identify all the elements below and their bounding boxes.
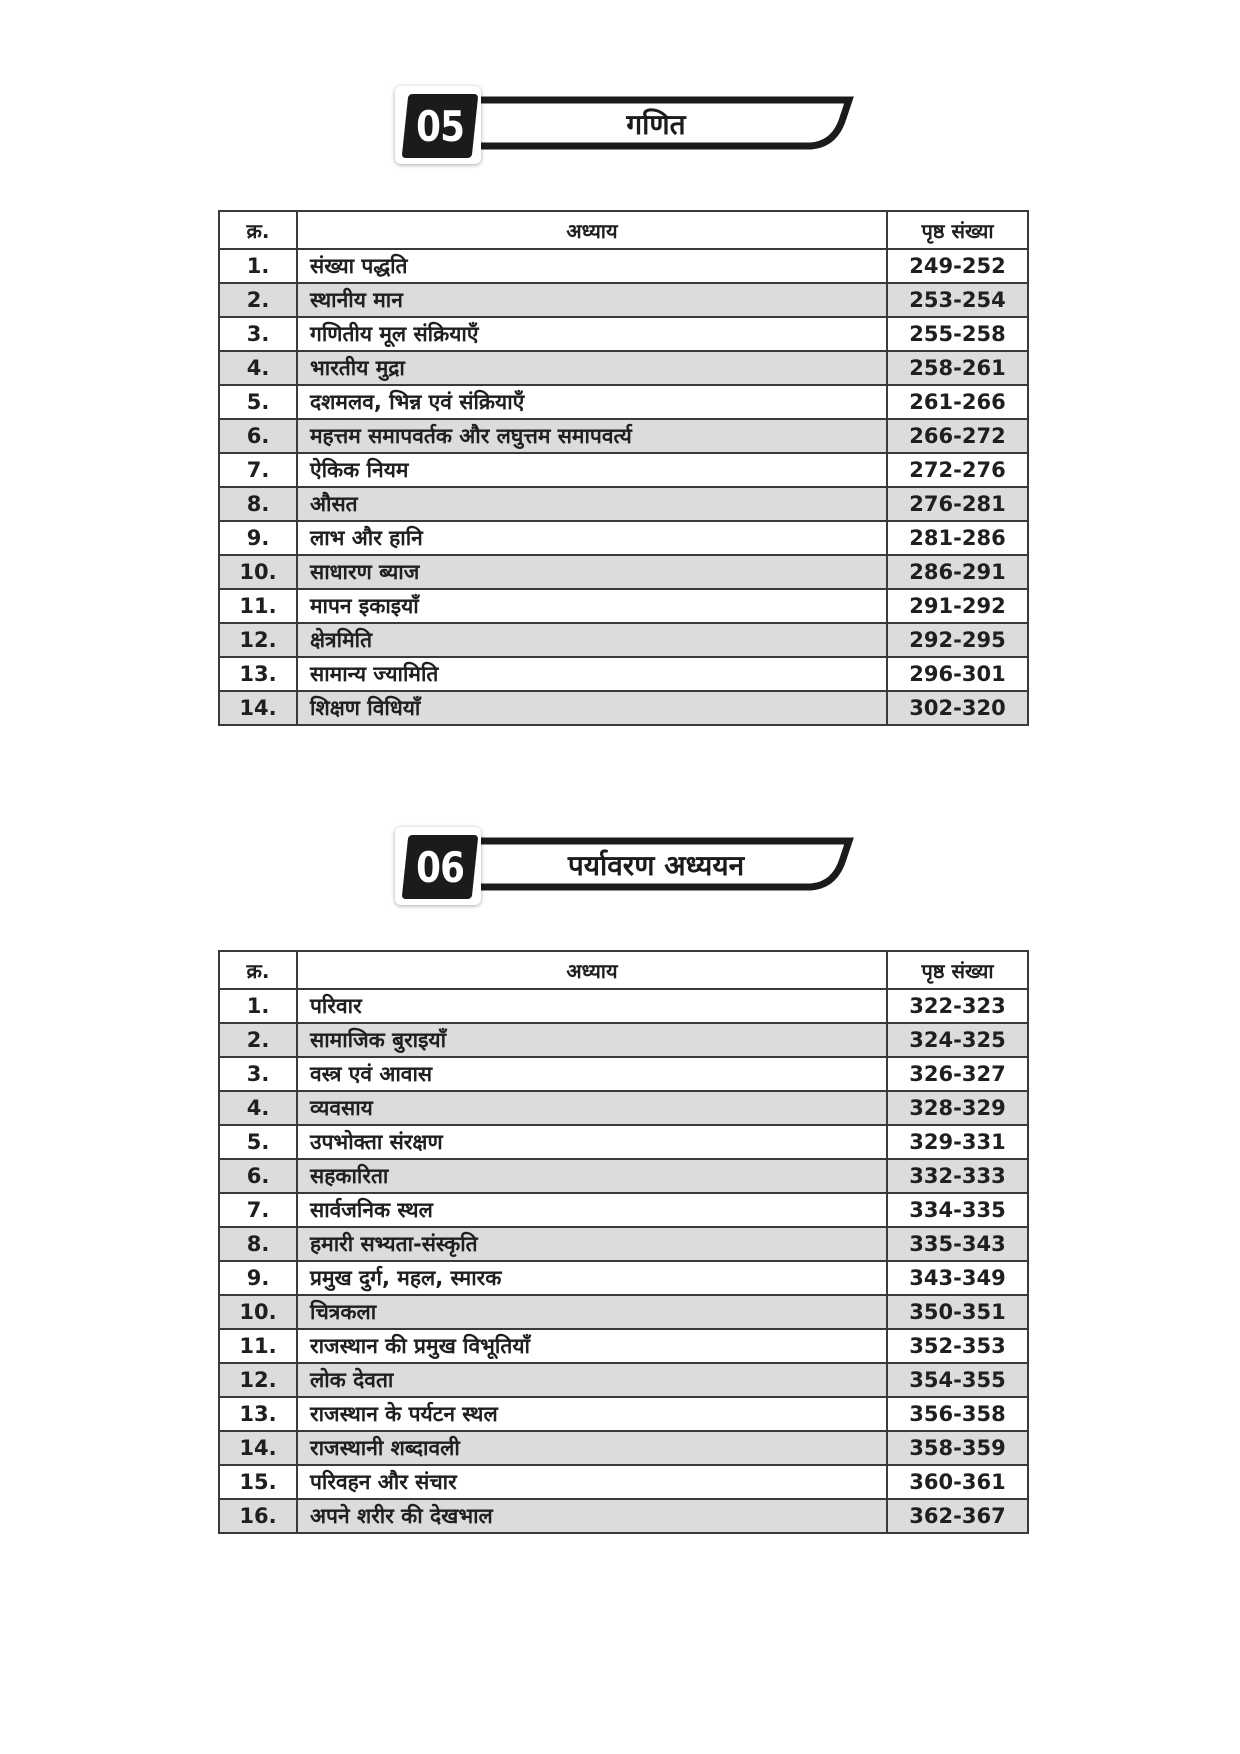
row-sr: 16. bbox=[219, 1499, 297, 1533]
row-sr: 9. bbox=[219, 1261, 297, 1295]
table-row bbox=[219, 419, 1028, 453]
row-sr: 10. bbox=[219, 1295, 297, 1329]
table-row bbox=[219, 1431, 1028, 1465]
table-row bbox=[219, 1023, 1028, 1057]
table-row bbox=[219, 1227, 1028, 1261]
row-chapter: व्यवसाय bbox=[297, 1091, 887, 1125]
row-chapter: अपने शरीर की देखभाल bbox=[297, 1499, 887, 1533]
row-chapter: स्थानीय मान bbox=[297, 283, 887, 317]
row-pages: 302-320 bbox=[887, 691, 1028, 725]
row-chapter: सार्वजनिक स्थल bbox=[297, 1193, 887, 1227]
row-chapter: क्षेत्रमिति bbox=[297, 623, 887, 657]
table-row bbox=[219, 317, 1028, 351]
row-sr: 13. bbox=[219, 657, 297, 691]
table-row bbox=[219, 589, 1028, 623]
col-header-sr: क्र. bbox=[219, 951, 297, 989]
table-row bbox=[219, 521, 1028, 555]
col-header-chapter: अध्याय bbox=[297, 951, 887, 989]
row-sr: 12. bbox=[219, 623, 297, 657]
row-pages: 255-258 bbox=[887, 317, 1028, 351]
section-number-badge bbox=[395, 827, 481, 905]
row-chapter: ऐकिक नियम bbox=[297, 453, 887, 487]
table-row bbox=[219, 1295, 1028, 1329]
row-pages: 343-349 bbox=[887, 1261, 1028, 1295]
row-pages: 322-323 bbox=[887, 989, 1028, 1023]
table-row bbox=[219, 691, 1028, 725]
table-row bbox=[219, 555, 1028, 589]
row-sr: 14. bbox=[219, 691, 297, 725]
row-pages: 354-355 bbox=[887, 1363, 1028, 1397]
row-chapter: वस्त्र एवं आवास bbox=[297, 1057, 887, 1091]
row-pages: 261-266 bbox=[887, 385, 1028, 419]
row-pages: 296-301 bbox=[887, 657, 1028, 691]
row-sr: 7. bbox=[219, 453, 297, 487]
row-pages: 266-272 bbox=[887, 419, 1028, 453]
row-chapter: राजस्थान की प्रमुख विभूतियाँ bbox=[297, 1329, 887, 1363]
row-pages: 291-292 bbox=[887, 589, 1028, 623]
row-sr: 12. bbox=[219, 1363, 297, 1397]
row-sr: 8. bbox=[219, 1227, 297, 1261]
row-chapter: संख्या पद्धति bbox=[297, 249, 887, 283]
row-sr: 2. bbox=[219, 283, 297, 317]
row-chapter: राजस्थान के पर्यटन स्थल bbox=[297, 1397, 887, 1431]
row-chapter: साधारण ब्याज bbox=[297, 555, 887, 589]
row-pages: 249-252 bbox=[887, 249, 1028, 283]
row-chapter: परिवहन और संचार bbox=[297, 1465, 887, 1499]
table-row bbox=[219, 1261, 1028, 1295]
row-sr: 15. bbox=[219, 1465, 297, 1499]
table-header-row bbox=[219, 951, 1028, 989]
row-pages: 292-295 bbox=[887, 623, 1028, 657]
row-pages: 328-329 bbox=[887, 1091, 1028, 1125]
row-chapter: हमारी सभ्यता-संस्कृति bbox=[297, 1227, 887, 1261]
table-row bbox=[219, 1057, 1028, 1091]
table-row bbox=[219, 1363, 1028, 1397]
row-sr: 6. bbox=[219, 419, 297, 453]
table-row bbox=[219, 453, 1028, 487]
row-sr: 7. bbox=[219, 1193, 297, 1227]
row-sr: 9. bbox=[219, 521, 297, 555]
row-pages: 360-361 bbox=[887, 1465, 1028, 1499]
table-row bbox=[219, 623, 1028, 657]
table-row bbox=[219, 989, 1028, 1023]
row-pages: 272-276 bbox=[887, 453, 1028, 487]
row-pages: 329-331 bbox=[887, 1125, 1028, 1159]
toc-table-06 bbox=[218, 950, 1029, 1534]
section-number: 06 bbox=[415, 842, 464, 892]
col-header-chapter: अध्याय bbox=[297, 211, 887, 249]
row-sr: 3. bbox=[219, 317, 297, 351]
row-chapter: सहकारिता bbox=[297, 1159, 887, 1193]
table-row bbox=[219, 1397, 1028, 1431]
row-pages: 334-335 bbox=[887, 1193, 1028, 1227]
row-chapter: लोक देवता bbox=[297, 1363, 887, 1397]
table-row bbox=[219, 351, 1028, 385]
row-sr: 5. bbox=[219, 1125, 297, 1159]
row-chapter: लाभ और हानि bbox=[297, 521, 887, 555]
col-header-sr: क्र. bbox=[219, 211, 297, 249]
row-sr: 11. bbox=[219, 1329, 297, 1363]
row-sr: 3. bbox=[219, 1057, 297, 1091]
row-pages: 258-261 bbox=[887, 351, 1028, 385]
row-pages: 253-254 bbox=[887, 283, 1028, 317]
row-chapter: मापन इकाइयाँ bbox=[297, 589, 887, 623]
row-chapter: गणितीय मूल संक्रियाएँ bbox=[297, 317, 887, 351]
row-pages: 358-359 bbox=[887, 1431, 1028, 1465]
table-row bbox=[219, 283, 1028, 317]
table-header-row bbox=[219, 211, 1028, 249]
row-pages: 324-325 bbox=[887, 1023, 1028, 1057]
row-chapter: चित्रकला bbox=[297, 1295, 887, 1329]
table-row bbox=[219, 1465, 1028, 1499]
row-pages: 281-286 bbox=[887, 521, 1028, 555]
row-pages: 335-343 bbox=[887, 1227, 1028, 1261]
table-row bbox=[219, 1091, 1028, 1125]
row-chapter: सामाजिक बुराइयाँ bbox=[297, 1023, 887, 1057]
row-pages: 286-291 bbox=[887, 555, 1028, 589]
row-pages: 332-333 bbox=[887, 1159, 1028, 1193]
row-sr: 5. bbox=[219, 385, 297, 419]
row-pages: 356-358 bbox=[887, 1397, 1028, 1431]
row-sr: 14. bbox=[219, 1431, 297, 1465]
row-sr: 6. bbox=[219, 1159, 297, 1193]
row-pages: 276-281 bbox=[887, 487, 1028, 521]
section-number-badge bbox=[395, 86, 481, 164]
row-sr: 1. bbox=[219, 249, 297, 283]
table-row bbox=[219, 1193, 1028, 1227]
table-row bbox=[219, 657, 1028, 691]
section-header-06 bbox=[395, 827, 860, 909]
table-row bbox=[219, 249, 1028, 283]
section-title: पर्यावरण अध्ययन bbox=[567, 849, 745, 882]
table-row bbox=[219, 1499, 1028, 1533]
section-title: गणित bbox=[626, 108, 686, 141]
row-pages: 352-353 bbox=[887, 1329, 1028, 1363]
row-chapter: परिवार bbox=[297, 989, 887, 1023]
row-chapter: महत्तम समापवर्तक और लघुत्तम समापवर्त्य bbox=[297, 419, 887, 453]
row-sr: 8. bbox=[219, 487, 297, 521]
section-number: 05 bbox=[415, 101, 464, 151]
row-sr: 10. bbox=[219, 555, 297, 589]
col-header-pages: पृष्ठ संख्या bbox=[887, 951, 1028, 989]
row-chapter: औसत bbox=[297, 487, 887, 521]
row-chapter: प्रमुख दुर्ग, महल, स्मारक bbox=[297, 1261, 887, 1295]
row-chapter: सामान्य ज्यामिति bbox=[297, 657, 887, 691]
col-header-pages: पृष्ठ संख्या bbox=[887, 211, 1028, 249]
row-chapter: दशमलव, भिन्न एवं संक्रियाएँ bbox=[297, 385, 887, 419]
table-row bbox=[219, 1125, 1028, 1159]
row-sr: 4. bbox=[219, 1091, 297, 1125]
row-chapter: भारतीय मुद्रा bbox=[297, 351, 887, 385]
row-sr: 2. bbox=[219, 1023, 297, 1057]
row-sr: 11. bbox=[219, 589, 297, 623]
row-pages: 326-327 bbox=[887, 1057, 1028, 1091]
table-row bbox=[219, 487, 1028, 521]
table-row bbox=[219, 1329, 1028, 1363]
row-chapter: शिक्षण विधियाँ bbox=[297, 691, 887, 725]
table-row bbox=[219, 385, 1028, 419]
row-chapter: उपभोक्ता संरक्षण bbox=[297, 1125, 887, 1159]
row-sr: 4. bbox=[219, 351, 297, 385]
row-sr: 13. bbox=[219, 1397, 297, 1431]
row-pages: 362-367 bbox=[887, 1499, 1028, 1533]
toc-table-05 bbox=[218, 210, 1029, 726]
row-pages: 350-351 bbox=[887, 1295, 1028, 1329]
table-row bbox=[219, 1159, 1028, 1193]
section-header-05 bbox=[395, 86, 860, 168]
row-chapter: राजस्थानी शब्दावली bbox=[297, 1431, 887, 1465]
row-sr: 1. bbox=[219, 989, 297, 1023]
